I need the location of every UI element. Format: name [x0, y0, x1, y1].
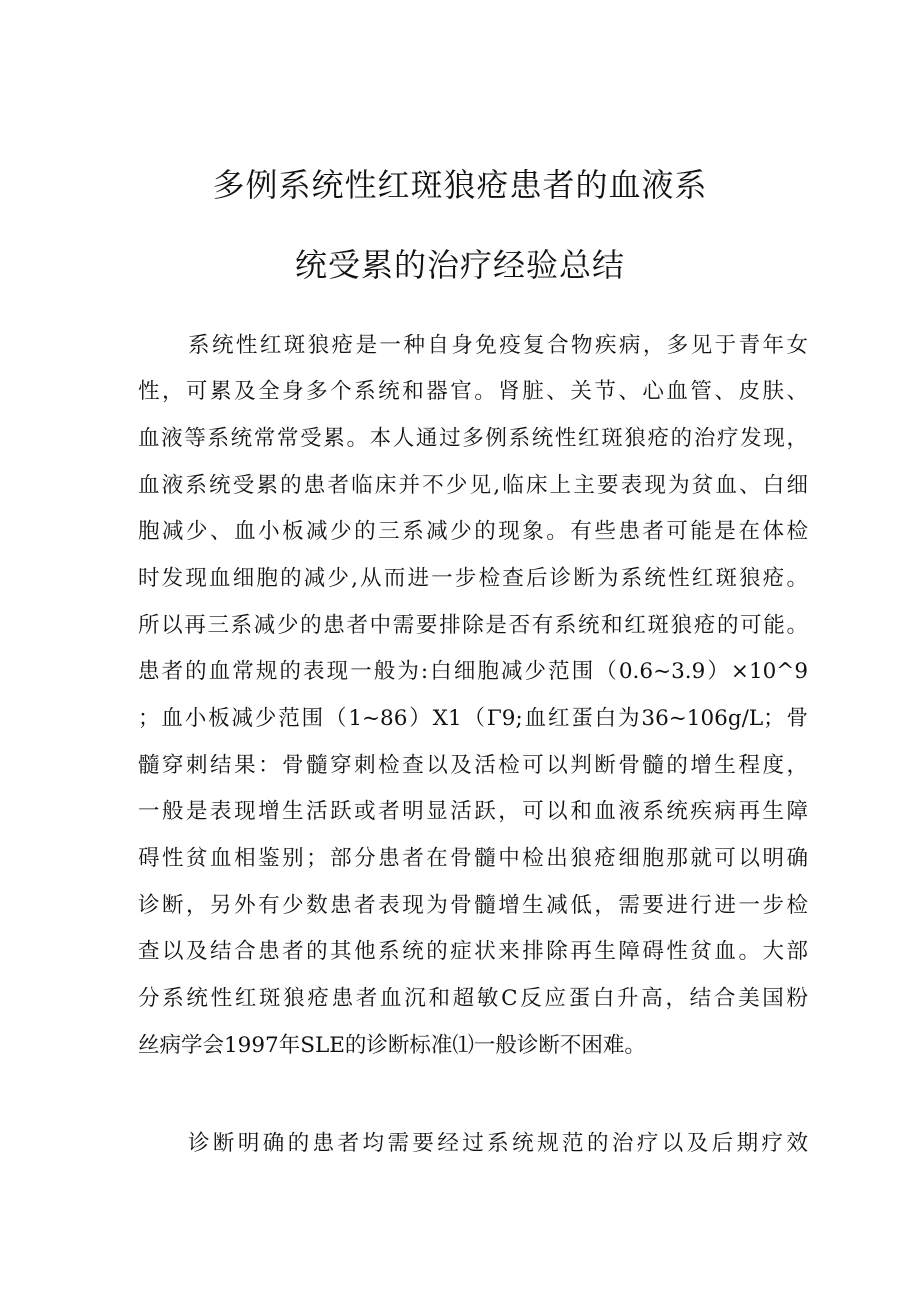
paragraph-1-line: 系统性红斑狼疮是一种自身免疫复合物疾病，多见于青年女 [188, 333, 808, 358]
paragraph-1-line: 血液系统受累的患者临床并不少见,临床上主要表现为贫血、白细 [138, 473, 808, 498]
paragraph-2-line: 诊断明确的患者均需要经过系统规范的治疗以及后期疗效 [188, 1131, 808, 1156]
paragraph-1-line: 一般是表现增生活跃或者明显活跃，可以和血液系统疾病再生障 [138, 799, 808, 824]
paragraph-1-line: 血液等系统常常受累。本人通过多例系统性红斑狼疮的治疗发现， [138, 426, 808, 451]
paragraph-1-line: 胞减少、血小板减少的三系减少的现象。有些患者可能是在体检 [138, 519, 808, 544]
paragraph-1-line: 所以再三系减少的患者中需要排除是否有系统和红斑狼疮的可能。 [138, 613, 808, 638]
document-title-line-2: 统受累的治疗经验总结 [294, 246, 625, 284]
paragraph-1-line: 碍性贫血相鉴别；部分患者在骨髓中检出狼疮细胞那就可以明确 [138, 846, 808, 871]
paragraph-1-line: 髓穿刺结果：骨髓穿刺检查以及活检可以判断骨髓的增生程度， [138, 753, 808, 778]
paragraph-1-line: 患者的血常规的表现一般为:白细胞减少范围（0.6~3.9）×10^9 [138, 659, 808, 684]
paragraph-1-line: 时发现血细胞的减少,从而进一步检查后诊断为系统性红斑狼疮。 [138, 566, 808, 591]
paragraph-1-line: 丝病学会1997年SLE的诊断标准⑴一般诊断不困难。 [138, 1033, 646, 1058]
paragraph-1-line: 性，可累及全身多个系统和器官。肾脏、关节、心血管、皮肤、 [138, 379, 808, 404]
paragraph-1-line: 诊断，另外有少数患者表现为骨髓增生减低，需要进行进一步检 [138, 893, 808, 918]
paragraph-1-line: ；血小板减少范围（1~86）X1（Γ9;血红蛋白为36~106g/L；骨 [138, 706, 808, 731]
paragraph-1-line: 查以及结合患者的其他系统的症状来排除再生障碍性贫血。大部 [138, 939, 808, 964]
paragraph-1-line: 分系统性红斑狼疮患者血沉和超敏C反应蛋白升高，结合美国粉 [138, 986, 808, 1011]
document-title-line-1: 多例系统性红斑狼疮患者的血液系 [212, 166, 708, 204]
